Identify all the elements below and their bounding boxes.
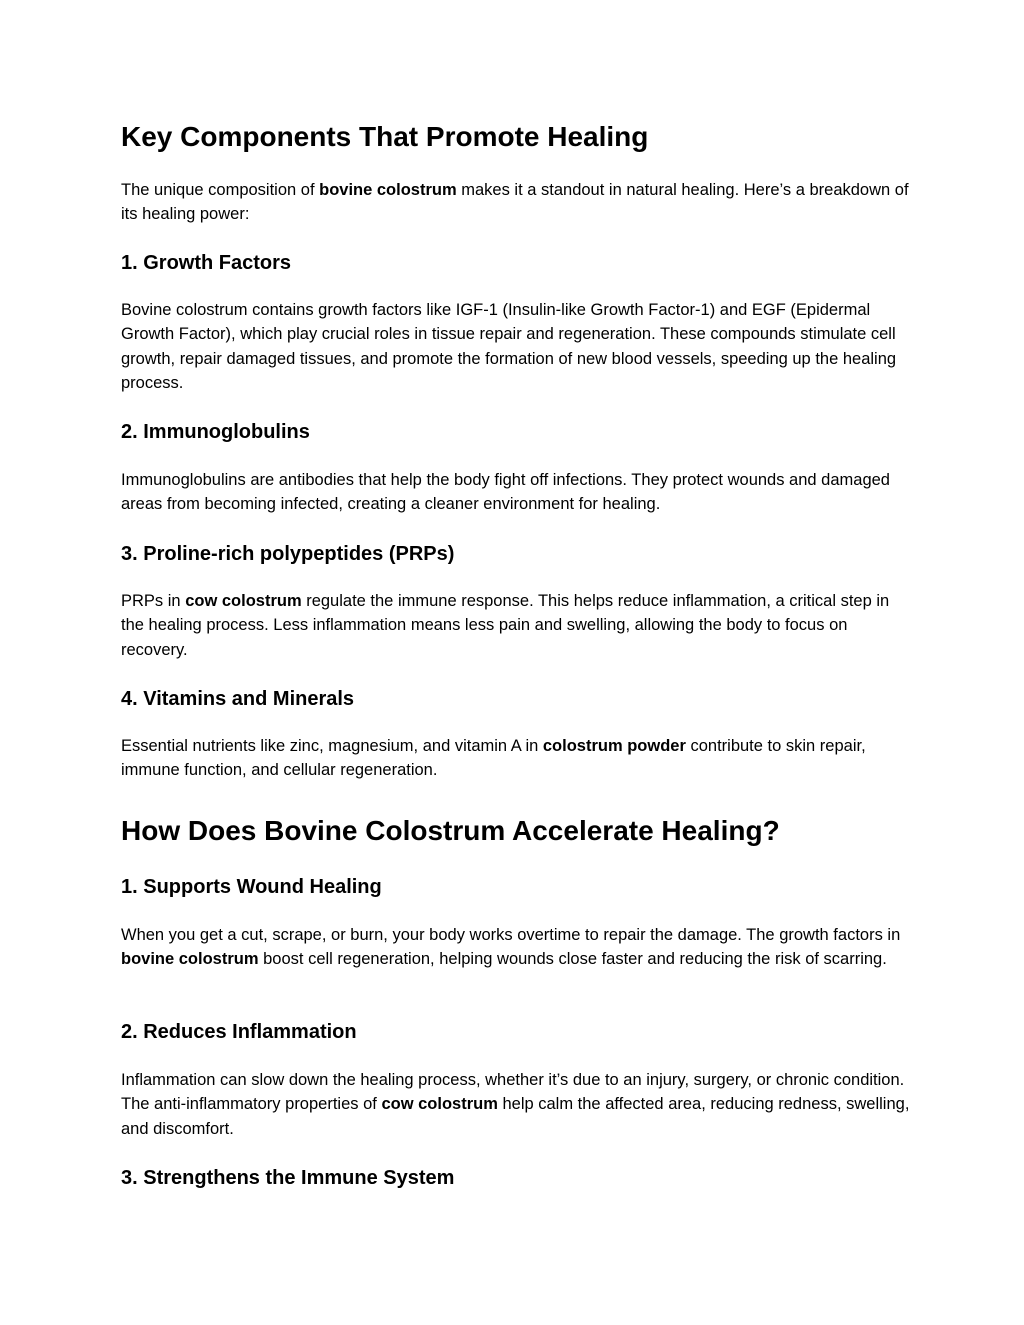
paragraph-reduces-inflammation: Inflammation can slow down the healing process, whether it’s due to an injury, surgery, or chronic condition. The anti-inflammatory properties of cow colostrum help calm the affected area, reducing redness, swelling, and discomfort. [121,1071,910,1138]
paragraph-growth-factors: Bovine colostrum contains growth factors like IGF-1 (Insulin-like Growth Factor-1) and EGF (Epidermal Growth Factor), which play crucial roles in tissue repair and regeneration. These compounds stimulate cell growth, repair damaged tissues, and promote the formation of new blood vessels, speeding up the healing process. [121,301,897,392]
heading-wound-healing: 1. Supports Wound Healing [121,876,382,898]
bold-term: cow colostrum [381,1095,498,1114]
paragraph-wound-healing: When you get a cut, scrape, or burn, your body works overtime to repair the damage. The growth factors in bovine colostrum boost cell regeneration, helping wounds close faster and reducing the risk of scarring. [121,926,901,969]
section-title-key-components: Key Components That Promote Healing [121,121,649,152]
heading-immune-system: 3. Strengthens the Immune System [121,1167,455,1189]
bold-term: bovine colostrum [319,181,457,199]
heading-growth-factors: 1. Growth Factors [121,252,292,274]
heading-vitamins-minerals: 4. Vitamins and Minerals [121,688,355,710]
section-title-how-accelerate: How Does Bovine Colostrum Accelerate Healing? [121,815,780,846]
paragraph-immunoglobulins: Immunoglobulins are antibodies that help the body fight off infections. They protect wounds and damaged areas from becoming infected, creating a cleaner environment for healing. [121,471,890,514]
paragraph-vitamins-minerals: Essential nutrients like zinc, magnesium, and vitamin A in colostrum powder contribute to skin repair, immune function, and cellular regeneration. [121,737,866,780]
bold-term: cow colostrum [185,592,302,610]
heading-prps: 3. Proline-rich polypeptides (PRPs) [121,543,455,565]
paragraph-prps: PRPs in cow colostrum regulate the immune response. This helps reduce inflammation, a critical step in the healing process. Less inflammation means less pain and swelling, allowing the body to focus on recovery. [121,592,890,659]
heading-immunoglobulins: 2. Immunoglobulins [121,421,310,443]
bold-term: colostrum powder [542,737,686,755]
bold-term: bovine colostrum [121,950,259,969]
heading-reduces-inflammation: 2. Reduces Inflammation [121,1021,357,1043]
intro-paragraph: The unique composition of bovine colostrum makes it a standout in natural healing. Here’s a breakdown of its healing power: [121,181,909,224]
